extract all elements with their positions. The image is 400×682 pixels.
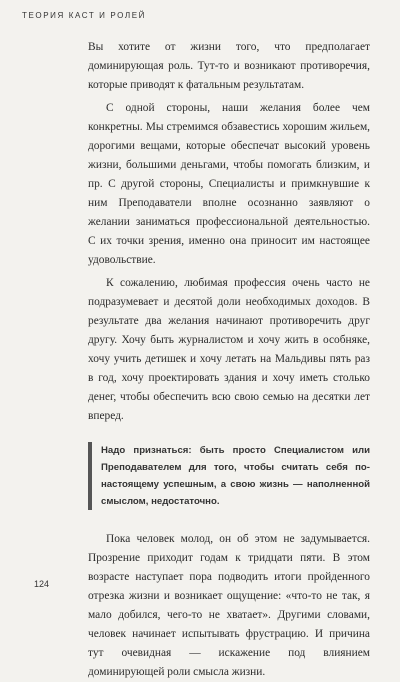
body-text — [88, 38, 370, 682]
paragraph-4: Пока человек молод, он об этом не задумывается. Прозрение приходит годам к тридцати пяти. В этом возрасте наступает пора подводить итоги пройденного отрезка жизни и возникает ощущение: «что-то не так, я мало добился, чего-то не хватает». Другими словами, человек начинает испытывать фрустрацию. И причина тут очевидная — искажение под влиянием доминирующей роли смысла жизни. — [88, 533, 370, 678]
callout-text: Надо признаться: быть просто Специалистом или Преподавателем для того, чтобы считать себя по-настоящему успешным, а свою жизнь — наполненной смыслом, недостаточно. — [101, 445, 370, 507]
running-head: ТЕОРИЯ КАСТ И РОЛЕЙ — [22, 11, 146, 20]
page-number: 124 — [34, 579, 50, 589]
callout-quote — [88, 442, 370, 510]
paragraph-1: Вы хотите от жизни того, что предполагает доминирующая роль. Тут-то и возникают противоречия, которые приводят к фатальным результатам. — [88, 41, 370, 91]
paragraph-2: С одной стороны, наши желания более чем конкретны. Мы стремимся обзавестись хорошим жильем, дорогими вещами, которые обеспечат высокий уровень жизни, большими деньгами, чтобы помогать близким, и пр. С другой стороны, Специалисты и примкнувшие к ним Преподаватели вполне осознанно заявляют о желании заниматься профессиональной деятельностью. С их точки зрения, именно она приносит им настоящее удовольствие. — [88, 102, 370, 266]
paragraph-3: К сожалению, любимая профессия очень часто не подразумевает и десятой доли необходимых доходов. В результате два желания начинают противоречить друг другу. Хочу быть журналистом и хочу жить в особняке, хочу учить детишек и хочу летать на Мальдивы пять раз в год, хочу проектировать здания и хочу иметь столько денег, чтобы обеспечить всю свою семью на десятки лет вперед. — [88, 277, 370, 422]
